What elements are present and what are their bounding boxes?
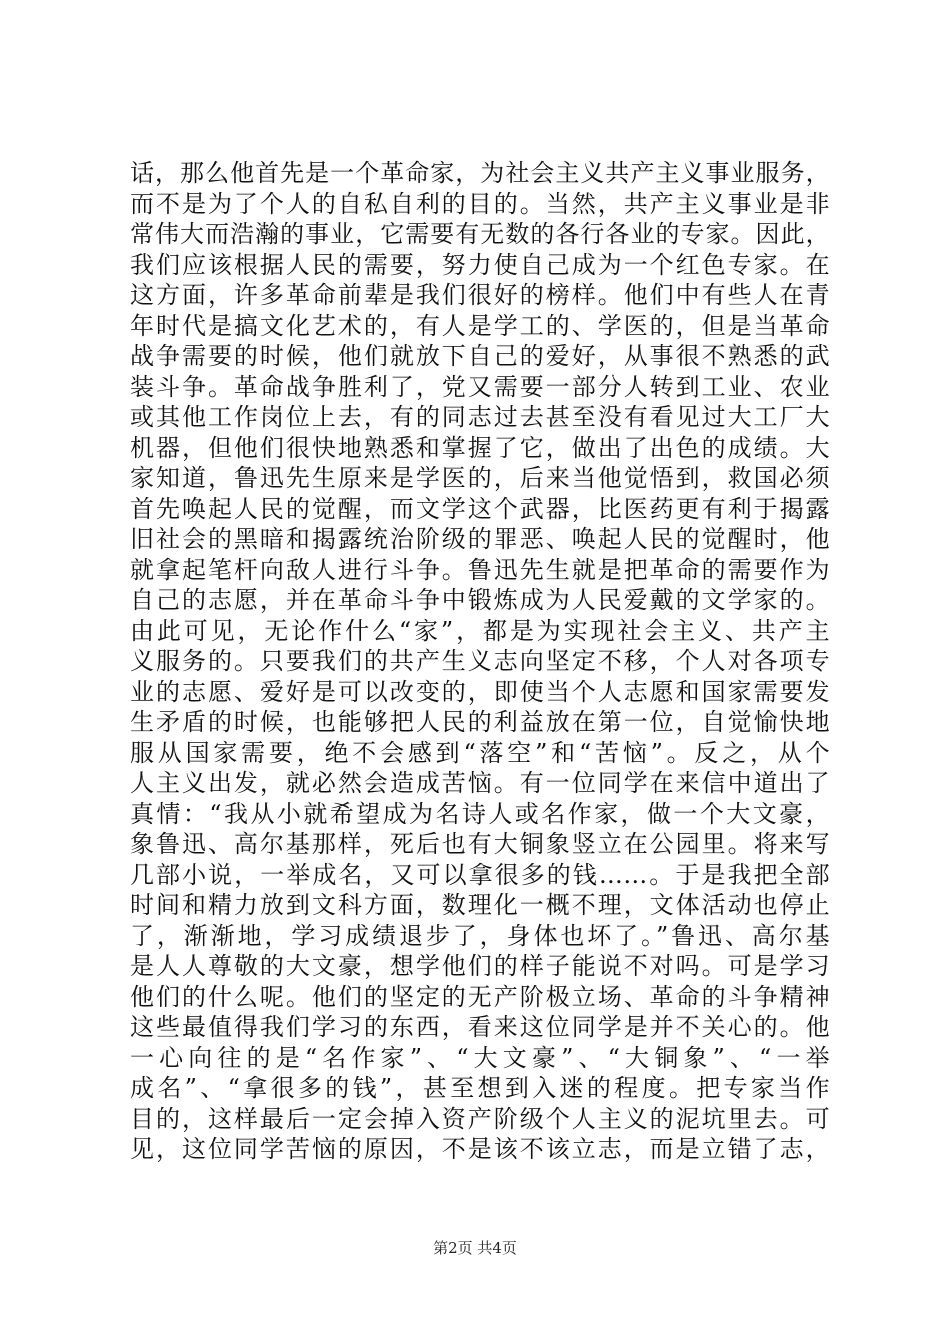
text-line: 时间和精力放到文科方面，数理化一概不理，文体活动也停止 [130, 891, 830, 919]
text-line: 目的，这样最后一定会掉入资产阶级个人主义的泥坑里去。可 [130, 1104, 830, 1133]
text-line: 而不是为了个人的自私自利的目的。当然，共产主义事业是非 [130, 189, 830, 218]
text-line: 机器，但他们很快地熟悉和掌握了它，做出了出色的成绩。大 [130, 433, 830, 462]
text-line: 服从国家需要，绝不会感到“落空”和“苦恼”。反之，从个 [130, 738, 830, 767]
text-line: 一心向往的是“名作家”、“大文豪”、“大铜象”、“一举 [130, 1043, 830, 1072]
text-line: 首先唤起人民的觉醒，而文学这个武器，比医药更有利于揭露 [130, 494, 830, 523]
text-line: 我们应该根据人民的需要，努力使自己成为一个红色专家。在 [130, 250, 830, 279]
text-line: 几部小说，一举成名，又可以拿很多的钱……。于是我把全部 [130, 860, 830, 889]
body-text [130, 158, 830, 1165]
text-line: 真情：“我从小就希望成为名诗人或名作家，做一个大文豪， [130, 799, 830, 828]
text-line: 人主义出发，就必然会造成苦恼。有一位同学在来信中道出了 [130, 769, 830, 797]
text-line: 战争需要的时候，他们就放下自己的爱好，从事很不熟悉的武 [130, 342, 830, 370]
text-line: 了，渐渐地，学习成绩退步了，身体也坏了。”鲁迅、高尔基 [130, 921, 830, 950]
text-line: 他们的什么呢。他们的坚定的无产阶极立场、革命的斗争精神 [130, 982, 830, 1011]
text-line: 业的志愿、爱好是可以改变的，即使当个人志愿和国家需要发 [130, 677, 830, 706]
text-line: 家知道，鲁迅先生原来是学医的，后来当他觉悟到，救国必须 [130, 464, 830, 492]
text-line: 话，那么他首先是一个革命家，为社会主义共产主义事业服务， [130, 159, 830, 187]
text-line: 装斗争。革命战争胜利了，党又需要一部分人转到工业、农业 [130, 372, 830, 401]
text-line: 成名”、“拿很多的钱”，甚至想到入迷的程度。把专家当作 [130, 1074, 830, 1102]
text-line: 常伟大而浩瀚的事业，它需要有无数的各行各业的专家。因此， [130, 220, 830, 248]
text-line: 义服务的。只要我们的共产生义志向坚定不移，个人对各项专 [130, 647, 830, 675]
text-line: 由此可见，无论作什么“家”，都是为实现社会主义、共产主 [130, 616, 830, 645]
text-line: 旧社会的黑暗和揭露统治阶级的罪恶、唤起人民的觉醒时，他 [130, 525, 830, 553]
text-line: 或其他工作岗位上去，有的同志过去甚至没有看见过大工厂大 [130, 403, 830, 431]
text-line: 见，这位同学苦恼的原因，不是该不该立志，而是立错了志， [130, 1135, 830, 1163]
text-line: 生矛盾的时候，也能够把人民的利益放在第一位，自觉愉快地 [130, 708, 830, 736]
text-line: 这些最值得我们学习的东西，看来这位同学是并不关心的。他 [130, 1013, 830, 1041]
text-line: 自己的志愿，并在革命斗争中锻炼成为人民爱戴的文学家的。 [130, 586, 830, 614]
text-line: 就拿起笔杆向敌人进行斗争。鲁迅先生就是把革命的需要作为 [130, 555, 830, 584]
text-line: 是人人尊敬的大文豪，想学他们的样子能说不对吗。可是学习 [130, 952, 830, 980]
text-line: 这方面，许多革命前辈是我们很好的榜样。他们中有些人在青 [130, 281, 830, 309]
text-line: 象鲁迅、高尔基那样，死后也有大铜象竖立在公园里。将来写 [130, 830, 830, 858]
text-line: 年时代是搞文化艺术的，有人是学工的、学医的，但是当革命 [130, 311, 830, 340]
page-number-footer: 第2页 共4页 [433, 1239, 517, 1257]
